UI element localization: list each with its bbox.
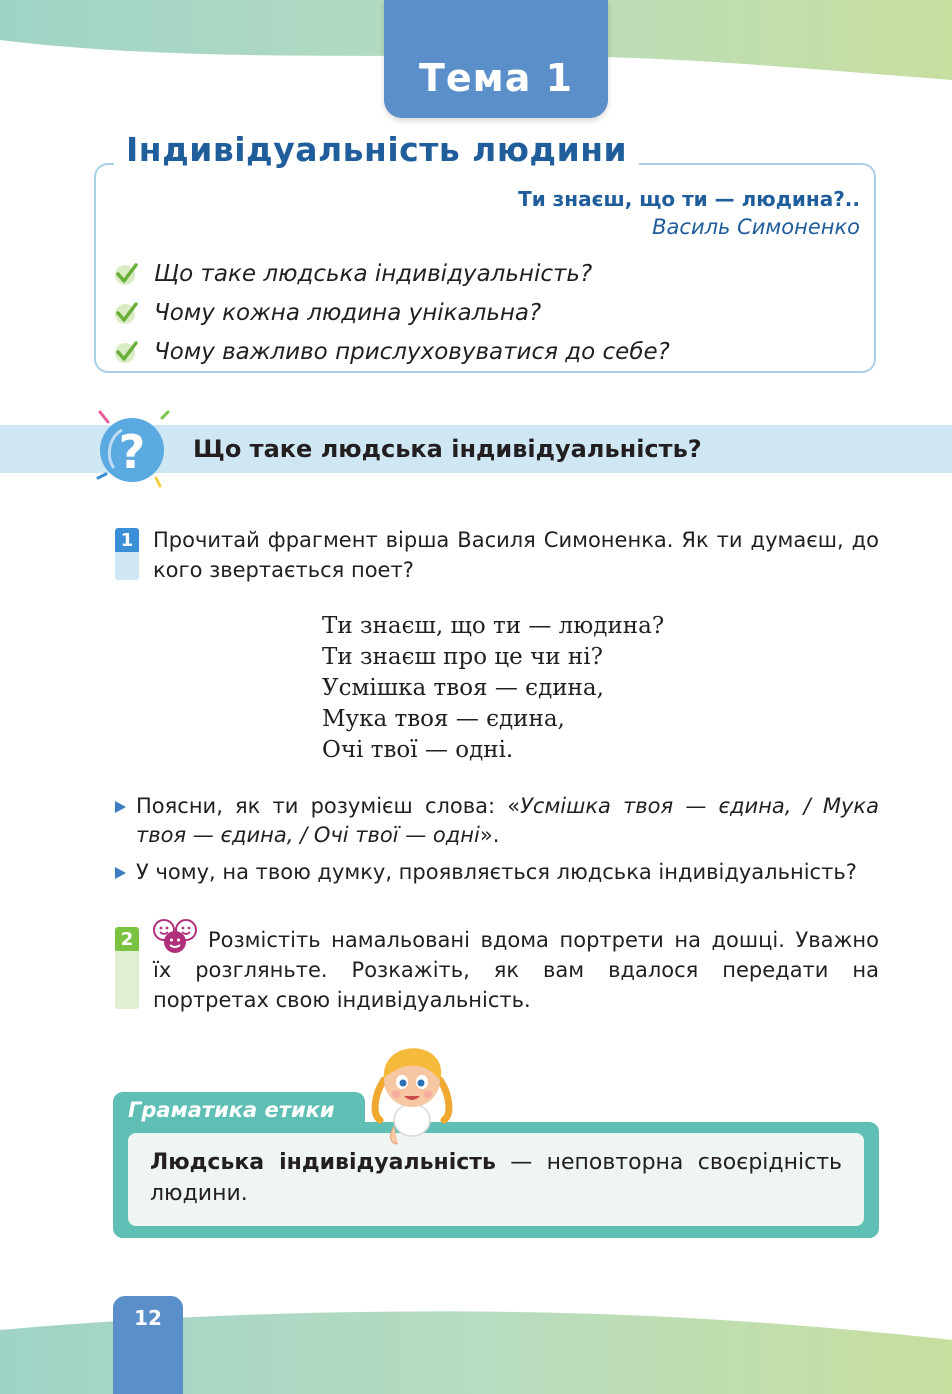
girl-mascot-icon bbox=[366, 1040, 458, 1148]
lesson-question bbox=[112, 254, 852, 293]
bullet-triangle-icon bbox=[115, 867, 126, 879]
bullet-triangle-icon bbox=[115, 801, 126, 813]
task1-text: Прочитай фрагмент вірша Василя Симоненка. Як ти думаєш, до кого звертається поет? bbox=[153, 528, 879, 582]
bullet-lead: Поясни, як ти розумієш слова: « bbox=[136, 794, 521, 818]
poem-fragment bbox=[322, 611, 664, 766]
page-number: 12 bbox=[134, 1306, 162, 1330]
epigraph bbox=[340, 186, 860, 242]
bullet-tail: ». bbox=[479, 823, 500, 847]
task1-bullets bbox=[115, 792, 879, 895]
poem-line: Ти знаєш, що ти — людина? bbox=[322, 613, 665, 639]
poem-line: Усмішка твоя — єдина, bbox=[322, 675, 604, 701]
lesson-questions bbox=[112, 254, 852, 371]
bullet-quote: Усмішка твоя — єдина, / Мука твоя — єдина, / Очі твої — одні bbox=[136, 794, 879, 847]
lesson-question-text: Чому кожна людина унікальна? bbox=[154, 299, 542, 326]
epigraph-author: Василь Симоненко bbox=[652, 215, 860, 239]
poem-line: Ти знаєш про це чи ні? bbox=[322, 644, 603, 670]
bullet-text bbox=[136, 792, 879, 850]
task2-text: Розмістіть намальовані вдома портрети на дошці. Уважно їх розгляньте. Розкажіть, як вам вдалося передати на портретах свою індивідуальність. bbox=[153, 928, 879, 1012]
poem-line: Очі твої — одні. bbox=[322, 737, 514, 763]
topic-label: Тема 1 bbox=[418, 56, 574, 100]
section-title: Що таке людська індивідуальність? bbox=[193, 435, 702, 463]
check-icon bbox=[112, 299, 140, 327]
task-number-tail bbox=[115, 951, 139, 1009]
check-icon bbox=[112, 338, 140, 366]
lesson-question-text: Чому важливо прислуховуватися до себе? bbox=[154, 338, 670, 365]
grammar-label: Граматика етики bbox=[128, 1098, 335, 1122]
bullet-text: У чому, на твою думку, проявляється людська індивідуальність? bbox=[136, 860, 857, 884]
epigraph-quote: Ти знаєш, що ти — людина?.. bbox=[518, 187, 860, 211]
check-icon bbox=[112, 260, 140, 288]
lesson-question bbox=[112, 332, 852, 371]
task-number-1: 1 bbox=[115, 528, 139, 552]
question-mark-icon bbox=[94, 408, 172, 488]
grammar-definition-box bbox=[128, 1133, 864, 1226]
topic-tab bbox=[384, 0, 608, 118]
grammar-term: Людська індивідуальність bbox=[150, 1150, 496, 1175]
poem-line: Мука твоя — єдина, bbox=[322, 706, 565, 732]
bullet-item bbox=[115, 792, 879, 850]
lesson-question-text: Що таке людська індивідуальність? bbox=[154, 260, 593, 287]
grammar-definition-text: — неповторна своєрідність людини. bbox=[150, 1150, 842, 1206]
bullet-item bbox=[115, 858, 879, 887]
lesson-title: Індивідуальність людини bbox=[114, 130, 639, 169]
svg-text:?: ? bbox=[118, 425, 146, 479]
task-number-2: 2 bbox=[115, 927, 139, 951]
grammar-definition bbox=[150, 1147, 842, 1209]
task-number-tail bbox=[115, 552, 139, 580]
lesson-question bbox=[112, 293, 852, 332]
